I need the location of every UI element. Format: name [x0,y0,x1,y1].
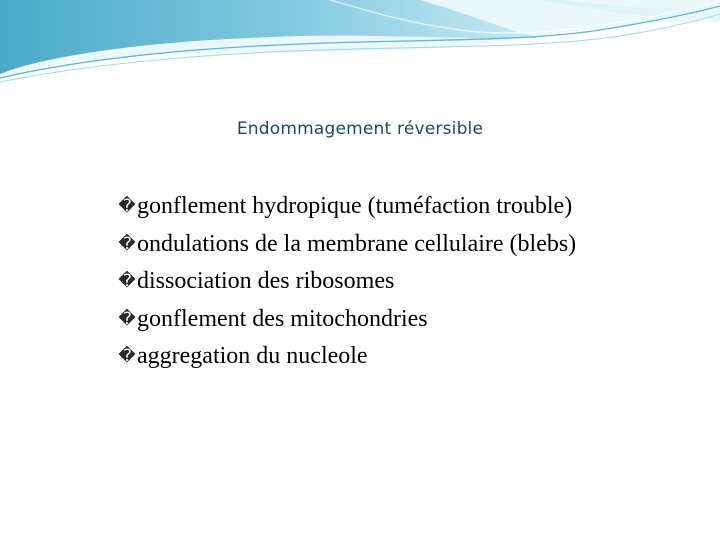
list-item-text: dissociation des ribosomes [137,268,395,294]
bullet-glyph-icon: � [118,271,136,291]
list-item-text: ondulations de la membrane cellulaire (blebs) [137,230,577,257]
list-item [117,342,607,372]
list-item [117,305,607,335]
list-item [117,230,607,260]
slide-title: Endommagement réversible [236,119,484,139]
list-item [117,192,607,222]
list-item [117,267,607,297]
bullet-glyph-icon: � [118,233,136,254]
bullet-glyph-icon: � [118,346,136,366]
bullet-list [117,192,607,372]
list-item-text: aggregation du nucleole [137,343,368,369]
list-item-text: gonflement des mitochondries [137,305,428,332]
decorative-top-wave [0,0,720,90]
list-item-text: gonflement hydropique (tuméfaction trouble) [137,193,573,219]
bullet-glyph-icon: � [118,308,136,329]
bullet-glyph-icon: � [118,196,136,216]
